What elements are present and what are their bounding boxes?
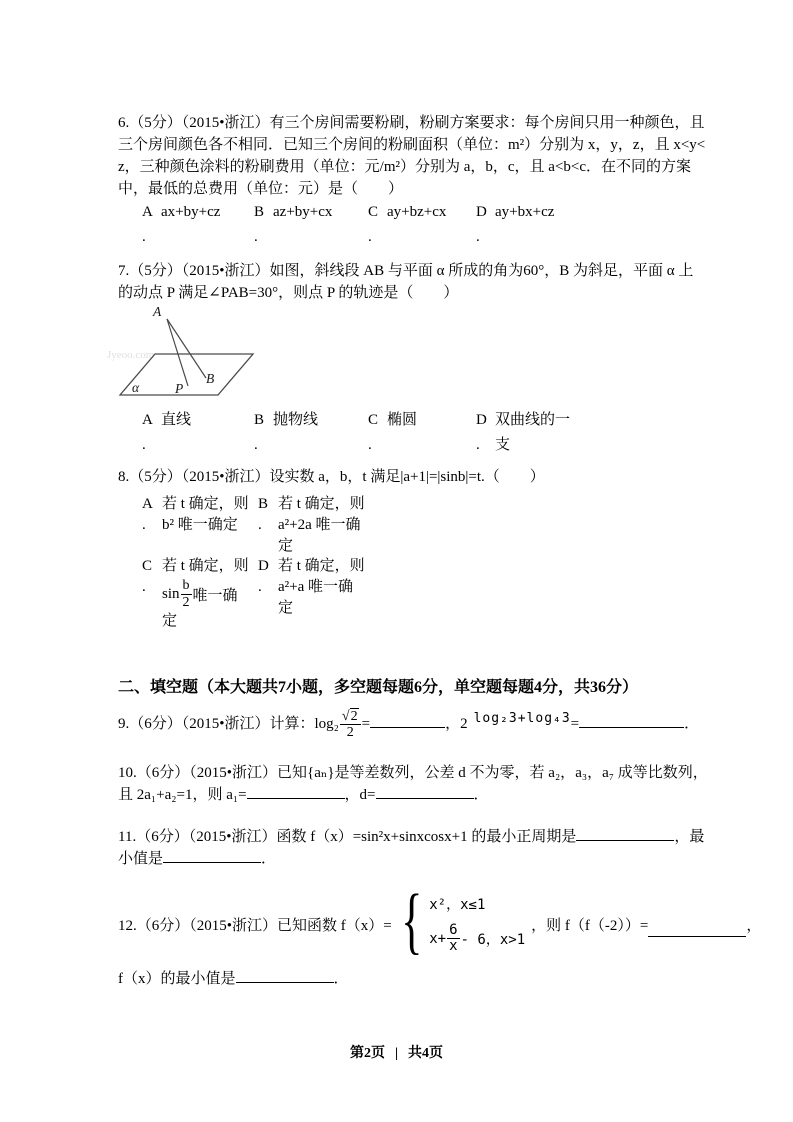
fraction: [181, 578, 192, 610]
fraction-denominator: 2: [182, 594, 190, 610]
question-8-options-row1: [142, 494, 408, 557]
left-brace: {: [400, 880, 423, 962]
option-letter: A: [142, 412, 153, 428]
option-text: 若 t 确定，则: [162, 558, 249, 574]
row-2-suffix: - 6，x>1: [460, 931, 526, 948]
option-dot: .: [254, 229, 258, 245]
option-letter: B: [254, 204, 265, 220]
row-2-prefix: x+: [429, 930, 447, 947]
footer-total-pages: 共4页: [408, 1046, 444, 1061]
option-b: [254, 200, 368, 250]
question-6-line: z，三种颜色涂料的粉刷费用（单位：元/m²）分别为 a，b，c，且 a<b<c．在不同的方案: [118, 159, 692, 175]
piecewise-rows: [429, 894, 525, 955]
option-c: [142, 556, 258, 632]
question-12-after: ，则 f（f（-2））=: [531, 917, 649, 934]
question-11-line: [118, 848, 684, 870]
option-letter: C: [368, 204, 379, 220]
question-11: [118, 826, 705, 870]
fraction-denominator: 2: [346, 725, 354, 741]
question-9-lead: 9.（6分）（2015•浙江）计算：log₂: [118, 716, 339, 732]
option-dot: .: [258, 579, 262, 595]
question-12-min-label: f（x）的最小值是: [118, 971, 236, 987]
answer-blank: [376, 785, 474, 799]
question-8-text: [118, 466, 684, 488]
question-10-part: ，d=: [344, 787, 376, 803]
option-text: 椭圆: [387, 412, 418, 428]
option-text: 唯一确: [192, 587, 238, 604]
answer-blank: [370, 714, 445, 728]
option-letter: A: [142, 204, 153, 220]
segment-ap: [167, 319, 188, 386]
answer-blank: [648, 923, 746, 937]
question-12-min: [118, 968, 684, 990]
option-text: 定: [278, 600, 294, 616]
option-dot: .: [476, 229, 480, 245]
period: ．: [473, 787, 489, 803]
option-text: ay+bx+cz: [495, 204, 555, 220]
footer-separator: |: [394, 1046, 399, 1061]
answer-blank: [576, 827, 674, 841]
option-text: 定: [278, 538, 294, 554]
question-9: [118, 696, 700, 742]
question-9-mid: ，2: [445, 716, 468, 732]
equals-sign: =: [570, 716, 580, 732]
option-text: 若 t 确定，则: [162, 496, 249, 512]
question-11-part: 11.（6分）（2015•浙江）函数 f（x）=sin²x+sinxcosx+1 的最小正周期是: [118, 829, 577, 845]
option-text: a²+2a 唯一确: [278, 517, 361, 533]
question-6-line: 三个房间颜色各不相同．已知三个房间的粉刷面积（单位：m²）分别为 x，y，z，且 x<y<: [118, 137, 706, 153]
answer-blank: [163, 849, 261, 863]
option-text: 若 t 确定，则: [278, 558, 365, 574]
fraction-numerator: b: [182, 578, 190, 594]
period: ．: [684, 716, 700, 732]
question-12-lead: 12.（6分）（2015•浙江）已知函数 f（x）=: [118, 917, 392, 934]
option-text: 定: [162, 613, 178, 629]
question-8-options-row2: [142, 556, 408, 632]
fraction-numerator: [340, 709, 361, 725]
section-2-heading: 二、填空题（本大题共7小题，多空题每题6分，单空题每题4分，共36分）: [118, 679, 639, 696]
question-6-line: 中，最低的总费用（单位：元）是（ ）: [118, 181, 404, 197]
option-letter: B: [254, 412, 265, 428]
question-6-line: 6.（5分）（2015•浙江）有三个房间需要粉刷，粉刷方案要求：每个房间只用一种颜色，且: [118, 115, 705, 131]
page-footer: [0, 1042, 793, 1062]
watermark-text: Jyeoo.com: [107, 349, 155, 361]
label-p: P: [175, 381, 184, 396]
option-a: [142, 494, 258, 557]
question-7-line: 7.（5分）（2015•浙江）如图，斜线段 AB 与平面 α 所成的角为60°，B 为斜足，平面 α 上: [118, 263, 694, 279]
option-text: 双曲线的一支: [495, 412, 571, 453]
option-dot: .: [368, 229, 372, 245]
option-b: [254, 408, 368, 458]
option-text: ay+bz+cx: [387, 204, 447, 220]
option-dot: .: [142, 517, 146, 533]
option-dot: .: [142, 437, 146, 453]
question-7-text: [118, 260, 694, 304]
option-letter: C: [142, 558, 153, 574]
option-dot: .: [142, 229, 146, 245]
segment-ab: [167, 319, 206, 378]
question-11-part: 小值是: [118, 851, 164, 867]
question-7-line: 的动点 P 满足∠PAB=30°，则点 P 的轨迹是（ ）: [118, 285, 459, 301]
question-6-text: [118, 112, 706, 200]
question-7-figure: [105, 300, 267, 414]
option-dot: .: [254, 437, 258, 453]
option-b: [258, 494, 408, 557]
option-c: [368, 200, 476, 250]
question-10-line: 10.（6分）（2015•浙江）已知{aₙ}是等差数列，公差 d 不为零，若 a₂，a₃，a₇ 成等比数列，: [118, 765, 708, 781]
option-dot: .: [142, 579, 146, 595]
option-math: [162, 577, 258, 611]
radical-sign: √: [341, 708, 350, 724]
option-dot: .: [368, 437, 372, 453]
option-d: [258, 556, 408, 632]
option-letter: B: [258, 496, 269, 512]
option-text: a²+a 唯一确: [278, 579, 354, 595]
question-11-line: [118, 826, 705, 848]
radicand: 2: [350, 708, 358, 724]
exponent: log₂3+log₄3: [473, 711, 571, 726]
label-alpha: α: [132, 380, 140, 395]
piecewise-row-1: x²，x≤1: [429, 896, 486, 913]
option-d: [476, 200, 575, 250]
fraction: [340, 709, 361, 741]
option-text: 若 t 确定，则: [278, 496, 365, 512]
option-letter: D: [476, 412, 487, 428]
period: ．: [261, 851, 277, 867]
option-text: 直线: [161, 412, 192, 428]
question-10: [118, 762, 708, 806]
question-6-options: [118, 200, 708, 250]
option-dot: .: [258, 517, 262, 533]
answer-blank: [579, 714, 684, 728]
label-b: B: [206, 371, 215, 386]
sin-prefix: sin: [162, 585, 180, 602]
piecewise-row-2: [429, 923, 525, 955]
question-7-options: [118, 408, 708, 458]
footer-page-number: 第2页: [349, 1046, 385, 1061]
option-text: ax+by+cz: [161, 204, 221, 220]
option-dot: .: [476, 437, 480, 453]
question-11-part: ，最: [674, 829, 705, 845]
question-8-line: 8.（5分）（2015•浙江）设实数 a，b，t 满足|a+1|=|sinb|=t.（ ）: [118, 469, 545, 485]
question-12: [118, 880, 762, 964]
option-a: [142, 200, 254, 250]
period: ．: [333, 971, 349, 987]
option-text: b² 唯一确定: [162, 517, 238, 533]
option-c: [368, 408, 476, 458]
answer-blank: [236, 969, 334, 983]
answer-blank: [247, 785, 345, 799]
option-letter: D: [476, 204, 487, 220]
fraction-numerator: 6: [449, 921, 458, 938]
option-text: az+by+cx: [273, 204, 333, 220]
question-10-part: 且 2a₁+a₂=1，则 a₁=: [118, 787, 247, 803]
fraction: [447, 923, 459, 955]
fraction-denominator: x: [449, 938, 458, 954]
option-letter: A: [142, 496, 153, 512]
comma: ，: [746, 917, 762, 934]
option-a: [142, 408, 254, 458]
question-10-line: [118, 784, 684, 806]
option-d: [476, 408, 575, 458]
equals-sign: =: [361, 716, 371, 732]
option-text: 抛物线: [273, 412, 319, 428]
option-letter: C: [368, 412, 379, 428]
label-a: A: [153, 304, 162, 319]
option-letter: D: [258, 558, 269, 574]
